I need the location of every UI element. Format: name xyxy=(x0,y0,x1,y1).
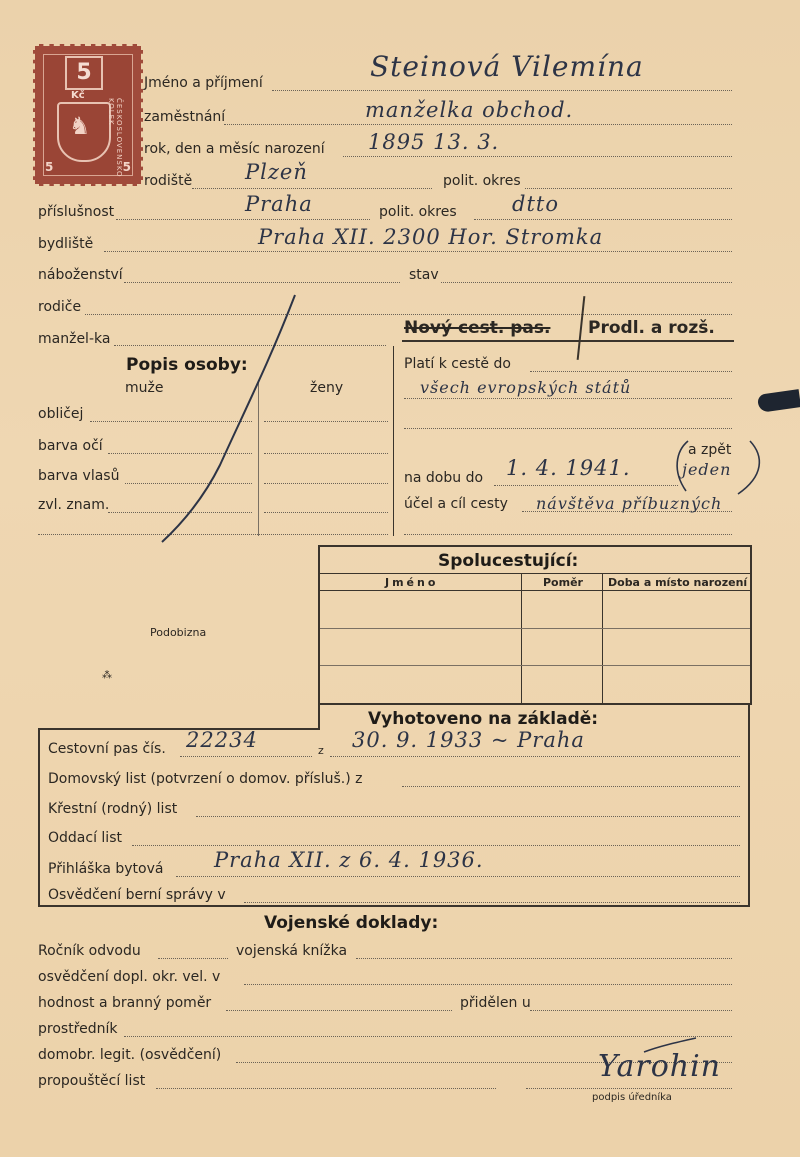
status-label: stav xyxy=(409,267,439,283)
basis-prihlaska-dots xyxy=(176,876,740,877)
travellers-row2 xyxy=(320,665,750,666)
citizenship-label: příslušnost xyxy=(38,204,115,220)
travellers-col2 xyxy=(602,573,603,703)
status-dots xyxy=(441,282,732,283)
basis-bottom xyxy=(38,905,750,907)
military-hodnost-label: hodnost a branný poměr xyxy=(38,995,212,1011)
birthplace-label: rodiště xyxy=(144,173,193,189)
stamp-corner-right: 5 xyxy=(122,160,131,174)
military-hodnost-dots xyxy=(226,1010,452,1011)
parents-label: rodiče xyxy=(38,299,82,315)
basis-passport-number: 22234 xyxy=(186,728,258,752)
travellers-header-bottom xyxy=(320,590,750,591)
name-dots xyxy=(272,90,732,91)
basis-oddaci-label: Oddací list xyxy=(48,830,122,846)
citizenship-district-value: dtto xyxy=(512,192,559,216)
travellers-header-top xyxy=(320,573,750,574)
lion-icon: ♞ xyxy=(69,112,91,140)
basis-passport-from: z xyxy=(318,744,324,757)
citizenship-district-label: polit. okres xyxy=(379,204,457,220)
birthplace-dots xyxy=(192,188,432,189)
purpose-value: návštěva příbuzných xyxy=(536,494,723,513)
basis-passport-date-dots xyxy=(330,756,740,757)
basis-oddaci-dots xyxy=(132,845,740,846)
purpose-label: účel a cíl cesty xyxy=(404,496,508,512)
period-label: na dobu do xyxy=(404,470,484,486)
period-value: 1. 4. 1941. xyxy=(506,456,631,480)
extend-passport-label: Prodl. a rozš. xyxy=(588,318,715,338)
basis-passport-dots xyxy=(180,756,312,757)
military-osvedceni-dots xyxy=(244,984,732,985)
col-birth: Doba a místo narození xyxy=(608,576,748,589)
desc-row-marks: zvl. znam. xyxy=(38,497,110,513)
residence-dots xyxy=(104,251,732,252)
basis-passport-label: Cestovní pas čís. xyxy=(48,741,166,757)
travellers-col1 xyxy=(521,573,522,703)
basis-berni-label: Osvědčení berní správy v xyxy=(48,887,226,903)
signature-dots xyxy=(526,1088,732,1089)
citizenship-dots xyxy=(116,219,370,220)
birth-value: 1895 13. 3. xyxy=(368,130,500,154)
military-pridelen-label: přidělen u xyxy=(460,995,531,1011)
desc-row-eyes: barva očí xyxy=(38,438,103,454)
spouse-label: manžel-ka xyxy=(38,331,111,347)
basis-berni-dots xyxy=(244,902,740,903)
military-propousteci-dots xyxy=(156,1088,496,1089)
birth-district-dots xyxy=(525,188,732,189)
valid-label: Platí k cestě do xyxy=(404,356,511,372)
valid-dots-2 xyxy=(404,398,732,399)
section-divider xyxy=(393,346,394,536)
military-domobr-label: domobr. legit. (osvědčení) xyxy=(38,1047,222,1063)
birth-label: rok, den a měsíc narození xyxy=(144,141,325,157)
travellers-row1 xyxy=(320,628,750,629)
occupation-label: zaměstnání xyxy=(144,109,226,125)
basis-domovsky-dots xyxy=(402,786,740,787)
desc-row-face: obličej xyxy=(38,406,84,422)
military-title: Vojenské doklady: xyxy=(264,913,439,933)
travellers-title: Spolucestující: xyxy=(438,551,579,571)
valid-value: všech evropských států xyxy=(420,378,632,397)
signature-value: Yarohin xyxy=(598,1049,722,1084)
military-osvedceni-label: osvědčení dopl. okr. vel. v xyxy=(38,969,221,985)
citizenship-district-dots xyxy=(474,219,732,220)
religion-label: náboženství xyxy=(38,267,123,283)
basis-top-right xyxy=(318,703,750,705)
birthplace-value: Plzeň xyxy=(245,160,308,184)
passport-slash-mark xyxy=(577,296,586,360)
col-relation: Poměr xyxy=(543,576,583,589)
occupation-dots xyxy=(224,124,732,125)
residence-value: Praha XII. 2300 Hor. Stromka xyxy=(258,225,604,249)
citizenship-value: Praha xyxy=(245,192,313,216)
stamp-value: 5 xyxy=(65,56,103,90)
religion-dots xyxy=(124,282,400,283)
valid-dots-3 xyxy=(404,428,732,429)
basis-prihlaska-label: Přihláška bytová xyxy=(48,861,164,877)
stamp-corner-left: 5 xyxy=(45,160,54,174)
male-label: muže xyxy=(125,380,164,396)
basis-passport-date: 30. 9. 1933 ~ Praha xyxy=(352,728,585,752)
description-title: Popis osoby: xyxy=(126,355,248,375)
stamp-currency: Kč xyxy=(71,90,85,101)
valid-dots xyxy=(530,371,732,372)
basis-step xyxy=(318,703,320,729)
return-value: jeden xyxy=(682,460,732,479)
birth-district-label: polit. okres xyxy=(443,173,521,189)
return-label: a zpět xyxy=(688,442,732,458)
bracket-mark-icon xyxy=(668,436,768,498)
birth-dots xyxy=(343,156,732,157)
military-propousteci-label: propouštěcí list xyxy=(38,1073,146,1089)
signature-label: podpis úředníka xyxy=(592,1092,672,1103)
paper-clip-icon xyxy=(757,389,800,413)
col-name: Jméno xyxy=(385,576,439,589)
signature-flourish-icon xyxy=(640,1036,700,1056)
military-prostrednik-label: prostředník xyxy=(38,1021,118,1037)
basis-top-left xyxy=(38,728,320,730)
basis-domovsky-label: Domovský list (potvrzení o domov. přísluš.) z xyxy=(48,771,363,787)
female-label: ženy xyxy=(310,380,344,396)
stamp-band-text: ČESKOSLOVENSKO KOLEK xyxy=(107,98,123,178)
name-value: Steinová Vilemína xyxy=(370,50,644,83)
military-knizka-dots xyxy=(356,958,732,959)
residence-label: bydliště xyxy=(38,236,94,252)
military-rocnik-dots xyxy=(158,958,228,959)
photo-label: Podobizna xyxy=(150,626,207,639)
passport-header-underline xyxy=(402,340,734,342)
purpose-dots-2 xyxy=(404,534,732,535)
basis-krestni-label: Křestní (rodný) list xyxy=(48,801,178,817)
basis-right xyxy=(748,703,750,906)
basis-title: Vyhotoveno na základě: xyxy=(368,709,599,729)
cancel-stroke-icon xyxy=(150,290,310,550)
military-rocnik-label: Ročník odvodu xyxy=(38,943,141,959)
basis-left xyxy=(38,728,40,906)
photo-mark-icon: ⁂ xyxy=(102,670,112,681)
new-passport-label: Nový cest. pas. xyxy=(404,318,551,338)
military-pridelen-dots xyxy=(530,1010,732,1011)
desc-row-hair: barva vlasů xyxy=(38,468,120,484)
basis-prihlaska-value: Praha XII. z 6. 4. 1936. xyxy=(214,848,484,872)
basis-krestni-dots xyxy=(196,816,740,817)
military-knizka-label: vojenská knížka xyxy=(236,943,348,959)
revenue-stamp xyxy=(33,44,143,186)
name-label: Jméno a příjmení xyxy=(144,75,263,91)
occupation-value: manželka obchod. xyxy=(365,98,574,122)
period-dots xyxy=(494,485,678,486)
